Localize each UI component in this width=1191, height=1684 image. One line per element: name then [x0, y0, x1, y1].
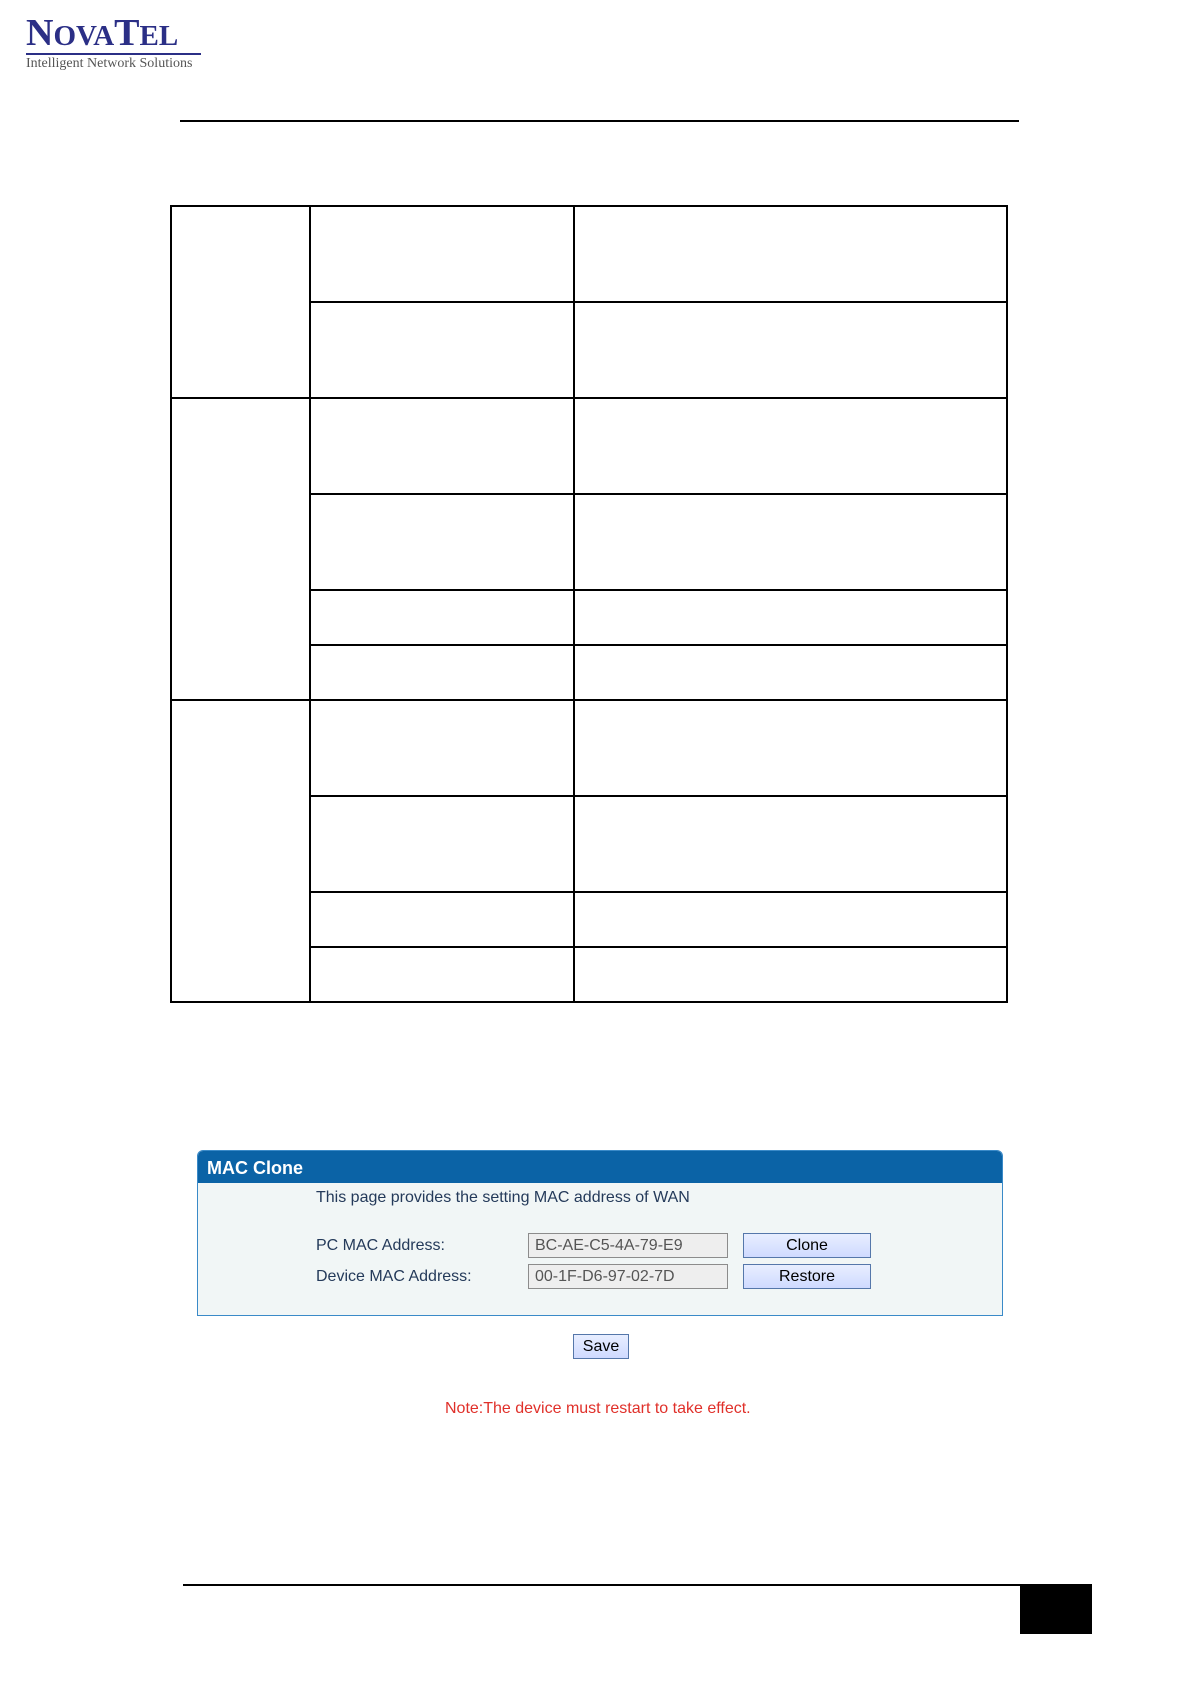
table-cell — [171, 398, 310, 700]
clone-button[interactable]: Clone — [743, 1233, 871, 1258]
table-cell — [310, 700, 574, 796]
table-cell — [574, 645, 1007, 700]
table-cell — [574, 398, 1007, 494]
table-cell — [310, 494, 574, 590]
table-cell — [574, 206, 1007, 302]
page-number-box — [1020, 1584, 1092, 1634]
table-cell — [574, 590, 1007, 645]
table-cell — [574, 302, 1007, 398]
panel-description: This page provides the setting MAC address of WAN — [316, 1189, 690, 1206]
logo-wordmark: NOVATEL — [26, 12, 179, 54]
table-cell — [574, 796, 1007, 892]
restore-button[interactable]: Restore — [743, 1264, 871, 1289]
parameter-table — [170, 205, 1008, 1003]
table-cell — [310, 892, 574, 947]
table-cell — [574, 947, 1007, 1002]
save-button[interactable]: Save — [573, 1334, 629, 1359]
pc-mac-input[interactable] — [528, 1233, 728, 1258]
restart-note: Note:The device must restart to take effect. — [445, 1400, 751, 1417]
mac-clone-panel — [197, 1150, 1003, 1316]
table-cell — [310, 302, 574, 398]
table-cell — [310, 206, 574, 302]
table-row — [171, 700, 1007, 796]
table-cell — [574, 494, 1007, 590]
table-cell — [310, 947, 574, 1002]
device-mac-label: Device MAC Address: — [316, 1268, 472, 1285]
table-cell — [310, 796, 574, 892]
table-row — [171, 206, 1007, 302]
header-rule — [180, 120, 1019, 122]
company-logo — [26, 14, 206, 72]
table-cell — [171, 700, 310, 1002]
table-cell — [171, 206, 310, 398]
table-row — [171, 398, 1007, 494]
pc-mac-label: PC MAC Address: — [316, 1237, 445, 1254]
table-cell — [574, 892, 1007, 947]
table-cell — [574, 700, 1007, 796]
table-cell — [310, 590, 574, 645]
table-cell — [310, 645, 574, 700]
footer-rule — [183, 1584, 1023, 1586]
panel-title: MAC Clone — [198, 1151, 1002, 1183]
device-mac-input[interactable] — [528, 1264, 728, 1289]
logo-tagline: Intelligent Network Solutions — [26, 56, 193, 71]
table-cell — [310, 398, 574, 494]
